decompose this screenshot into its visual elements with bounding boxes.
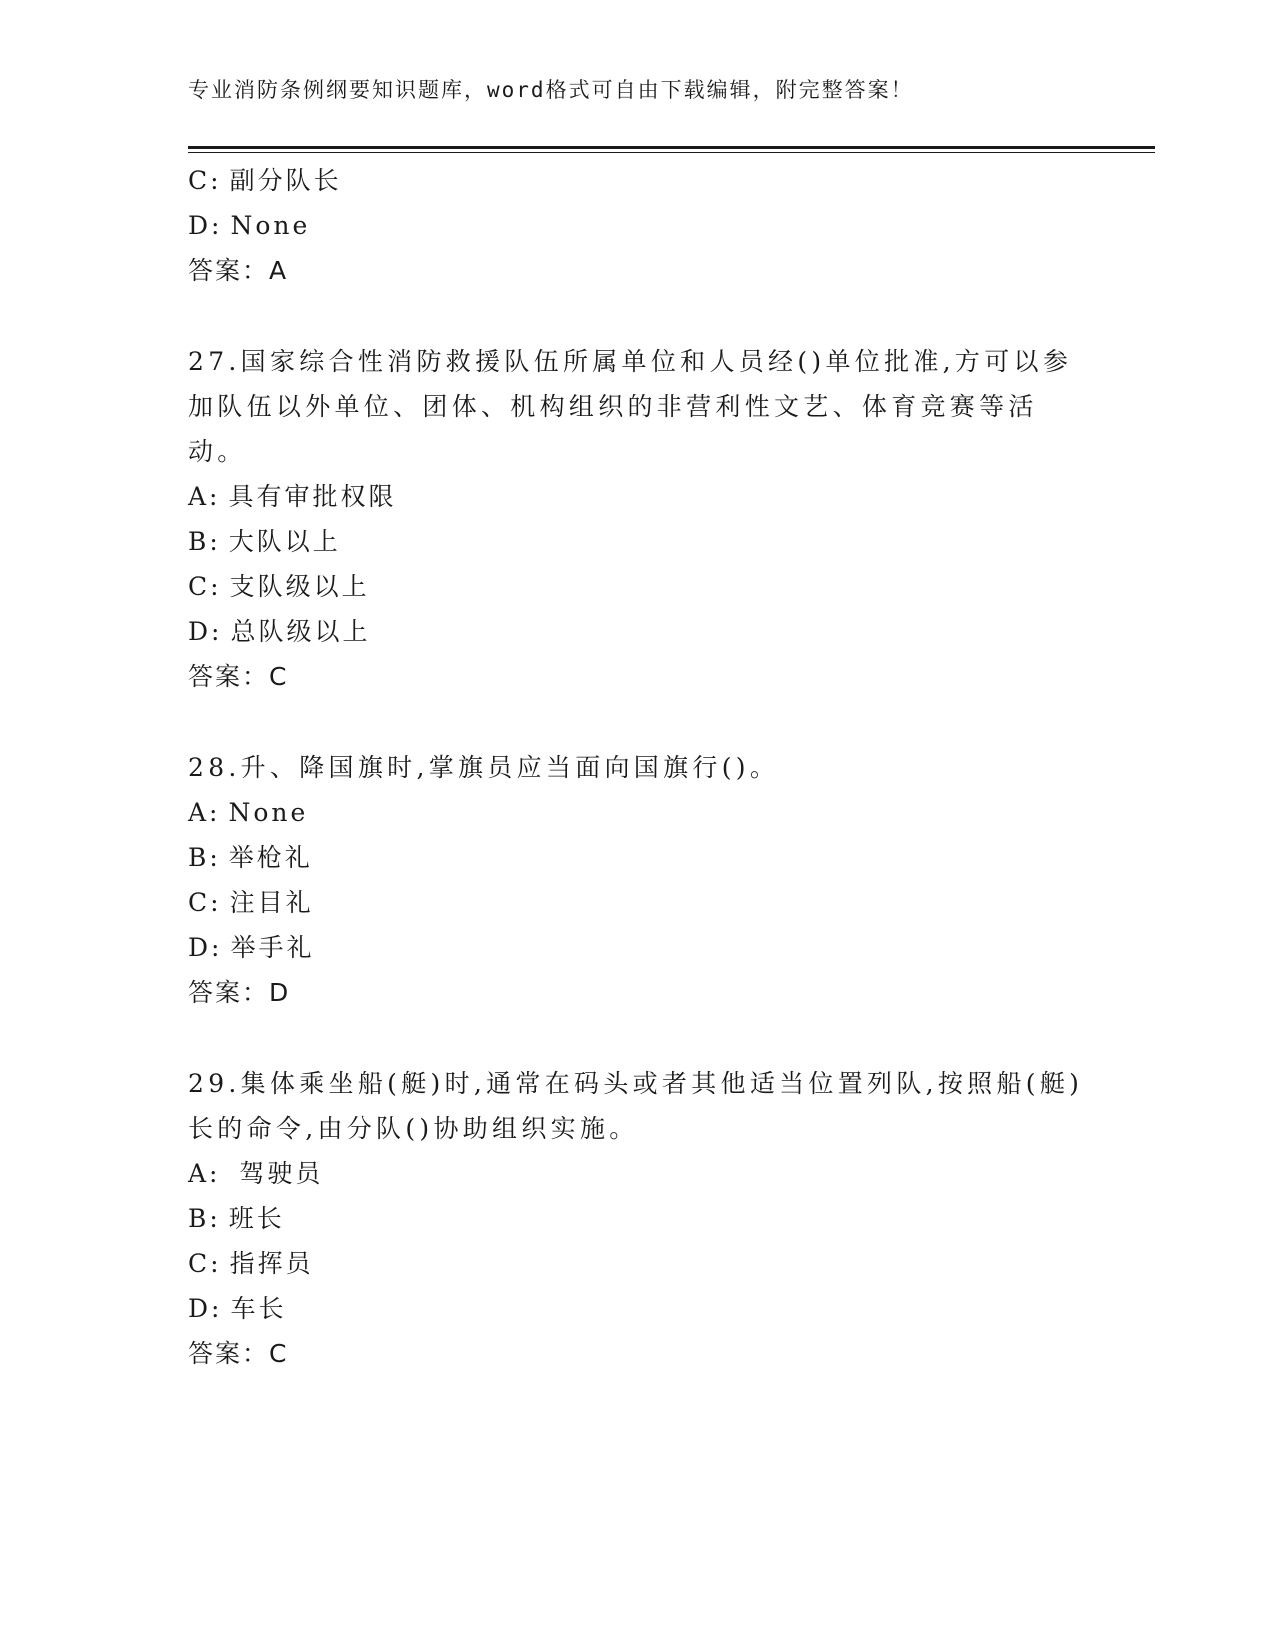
- question-stem: 27.国家综合性消防救援队伍所属单位和人员经()单位批准,方可以参加队伍以外单位、团体、机构组织的非营利性文艺、体育竞赛等活动。: [188, 347, 1073, 466]
- option-d: [188, 203, 1088, 248]
- option-text: 注目礼: [229, 888, 314, 917]
- answer-line: 答案：A: [188, 256, 289, 285]
- question-stem: 28.升、降国旗时,掌旗员应当面向国旗行()。: [188, 753, 780, 782]
- option-b: [188, 1196, 1088, 1241]
- spacer: [188, 1015, 1088, 1061]
- option-label: D:: [188, 933, 223, 962]
- option-c: [188, 1241, 1088, 1286]
- option-text: 指挥员: [229, 1249, 314, 1278]
- option-text: None: [228, 798, 309, 827]
- header-rule-thin: [188, 152, 1155, 153]
- question-28: [188, 745, 1088, 1015]
- option-text: 驾驶员: [228, 1159, 324, 1188]
- option-text: 班长: [228, 1204, 285, 1233]
- option-text: 车长: [230, 1294, 287, 1323]
- option-label: A:: [188, 1159, 221, 1188]
- option-a: [188, 1151, 1088, 1196]
- option-d: [188, 925, 1088, 970]
- option-text: 具有审批权限: [228, 482, 397, 511]
- option-text: 支队级以上: [229, 572, 370, 601]
- option-label: C:: [188, 888, 222, 917]
- option-label: C:: [188, 166, 222, 195]
- question-content: [188, 158, 1088, 1376]
- option-b: [188, 835, 1088, 880]
- spacer: [188, 293, 1088, 339]
- option-text: 举手礼: [230, 933, 315, 962]
- spacer: [188, 699, 1088, 745]
- option-label: D:: [188, 211, 223, 240]
- option-d: [188, 609, 1088, 654]
- option-a: [188, 790, 1088, 835]
- option-c: [188, 880, 1088, 925]
- option-text: 副分队长: [229, 166, 342, 195]
- option-text: 举枪礼: [228, 843, 313, 872]
- option-text: 总队级以上: [230, 617, 371, 646]
- option-label: D:: [188, 1294, 223, 1323]
- option-b: [188, 519, 1088, 564]
- header-rule-thick: [188, 146, 1155, 149]
- option-c: [188, 158, 1088, 203]
- option-text: 大队以上: [228, 527, 341, 556]
- answer-line: 答案：D: [188, 978, 291, 1007]
- option-label: C:: [188, 1249, 222, 1278]
- option-a: [188, 474, 1088, 519]
- page-header: 专业消防条例纲要知识题库，word格式可自由下载编辑，附完整答案！: [188, 78, 914, 102]
- option-text: None: [230, 211, 311, 240]
- option-label: B:: [188, 527, 221, 556]
- option-label: A:: [188, 482, 221, 511]
- answer-line: 答案：C: [188, 662, 289, 691]
- option-c: [188, 564, 1088, 609]
- option-label: C:: [188, 572, 222, 601]
- option-label: A:: [188, 798, 221, 827]
- previous-question-tail: [188, 158, 1088, 293]
- question-stem: 29.集体乘坐船(艇)时,通常在码头或者其他适当位置列队,按照船(艇)长的命令,由分队()协助组织实施。: [188, 1069, 1084, 1143]
- question-27: [188, 339, 1088, 699]
- option-d: [188, 1286, 1088, 1331]
- question-29: [188, 1061, 1088, 1376]
- option-label: D:: [188, 617, 223, 646]
- option-label: B:: [188, 1204, 221, 1233]
- answer-line: 答案：C: [188, 1339, 289, 1368]
- option-label: B:: [188, 843, 221, 872]
